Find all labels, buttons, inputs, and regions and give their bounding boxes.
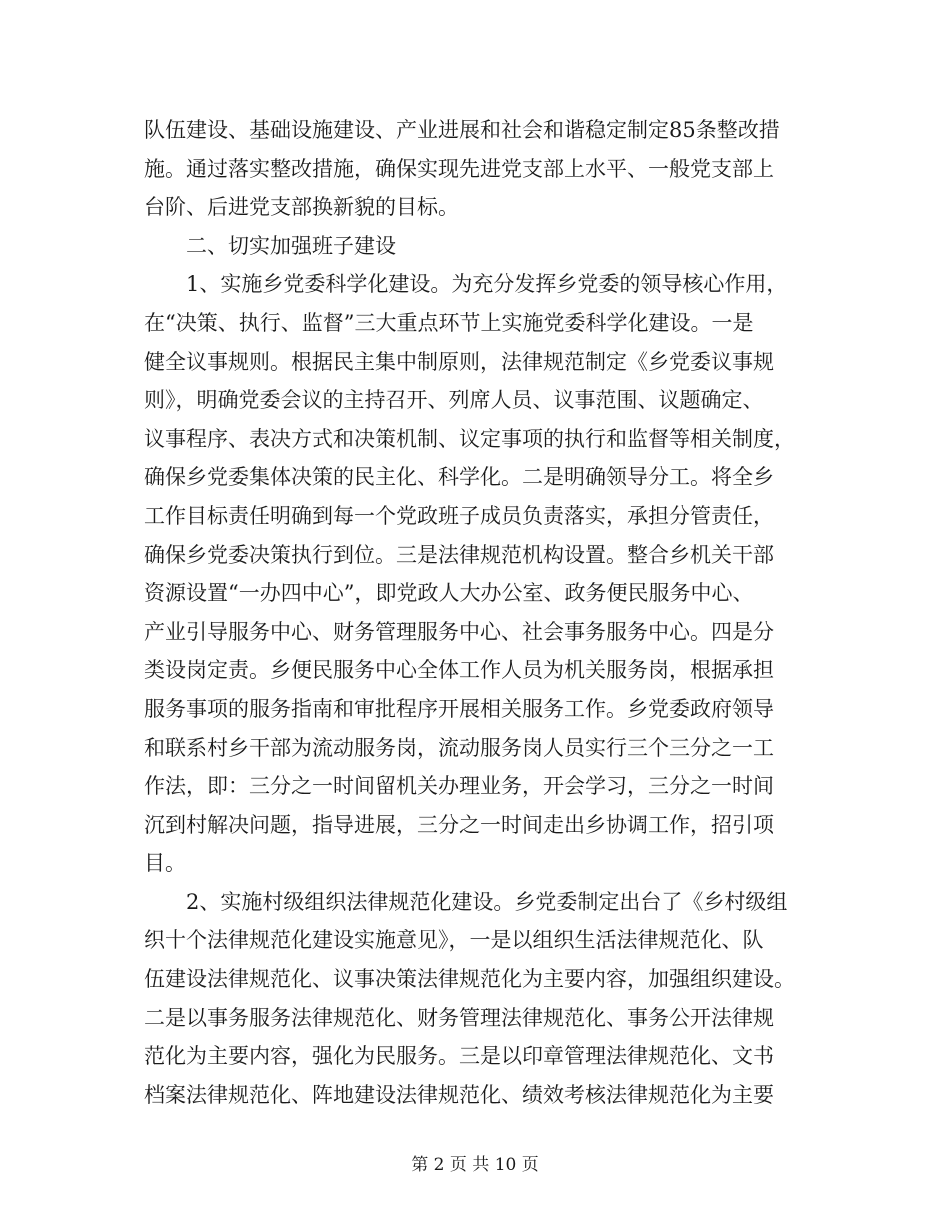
text-line: 产业引导服务中心、财务管理服务中心、社会事务服务中心。四是分 bbox=[144, 619, 774, 644]
text-line: 作法，即：三分之一时间留机关办理业务，开会学习，三分之一时间 bbox=[144, 774, 774, 799]
text-line: 在“决策、执行、监督”三大重点环节上实施党委科学化建设。一是 bbox=[144, 310, 754, 335]
text-line: 确保乡党委决策执行到位。三是法律规范机构设置。整合乡机关干部 bbox=[144, 542, 774, 567]
text-line: 施。通过落实整改措施，确保实现先进党支部上水平、一般党支部上 bbox=[144, 156, 774, 181]
text-line: 队伍建设、基础设施建设、产业进展和社会和谐稳定制定85条整改措 bbox=[144, 118, 780, 142]
text-line: 沉到村解决问题，指导进展，三分之一时间走出乡协调工作，招引项 bbox=[144, 812, 774, 837]
text-line: 工作目标责任明确到每一个党政班子成员负责落实，承担分管责任， bbox=[144, 503, 774, 528]
text-line: 2、实施村级组织法律规范化建设。乡党委制定出台了《乡村级组 bbox=[144, 889, 788, 914]
page-footer: 第 2 页 共 10 页 bbox=[411, 1155, 539, 1175]
text-line: 服务事项的服务指南和审批程序开展相关服务工作。乡党委政府领导 bbox=[144, 696, 774, 721]
text-line: 伍建设法律规范化、议事决策法律规范化为主要内容，加强组织建设。 bbox=[144, 967, 795, 992]
text-line: 则》，明确党委会议的主持召开、列席人员、议事范围、议题确定、 bbox=[144, 388, 764, 413]
text-line: 议事程序、表决方式和决策机制、议定事项的执行和监督等相关制度， bbox=[144, 426, 795, 451]
text-line: 二是以事务服务法律规范化、财务管理法律规范化、事务公开法律规 bbox=[144, 1005, 774, 1030]
text-line: 织十个法律规范化建设实施意见》，一是以组织生活法律规范化、队 bbox=[144, 928, 764, 953]
text-line: 档案法律规范化、阵地建设法律规范化、绩效考核法律规范化为主要 bbox=[144, 1082, 774, 1107]
text-line: 类设岗定责。乡便民服务中心全体工作人员为机关服务岗，根据承担 bbox=[144, 658, 774, 683]
document-body bbox=[144, 111, 804, 1114]
text-line: 资源设置“一办四中心”，即党政人大办公室、政务便民服务中心、 bbox=[144, 581, 754, 606]
text-line: 确保乡党委集体决策的民主化、科学化。二是明确领导分工。将全乡 bbox=[144, 465, 774, 490]
text-line: 健全议事规则。根据民主集中制原则，法律规范制定《乡党委议事规 bbox=[144, 349, 774, 374]
text-line: 和联系村乡干部为流动服务岗，流动服务岗人员实行三个三分之一工 bbox=[144, 735, 774, 760]
text-line: 1、实施乡党委科学化建设。为充分发挥乡党委的领导核心作用， bbox=[144, 272, 788, 297]
text-line: 范化为主要内容，强化为民服务。三是以印章管理法律规范化、文书 bbox=[144, 1044, 774, 1069]
text-line: 台阶、后进党支部换新貌的目标。 bbox=[144, 195, 459, 220]
section-heading: 二、切实加强班子建设 bbox=[144, 233, 396, 258]
text-line: 目。 bbox=[144, 851, 186, 876]
